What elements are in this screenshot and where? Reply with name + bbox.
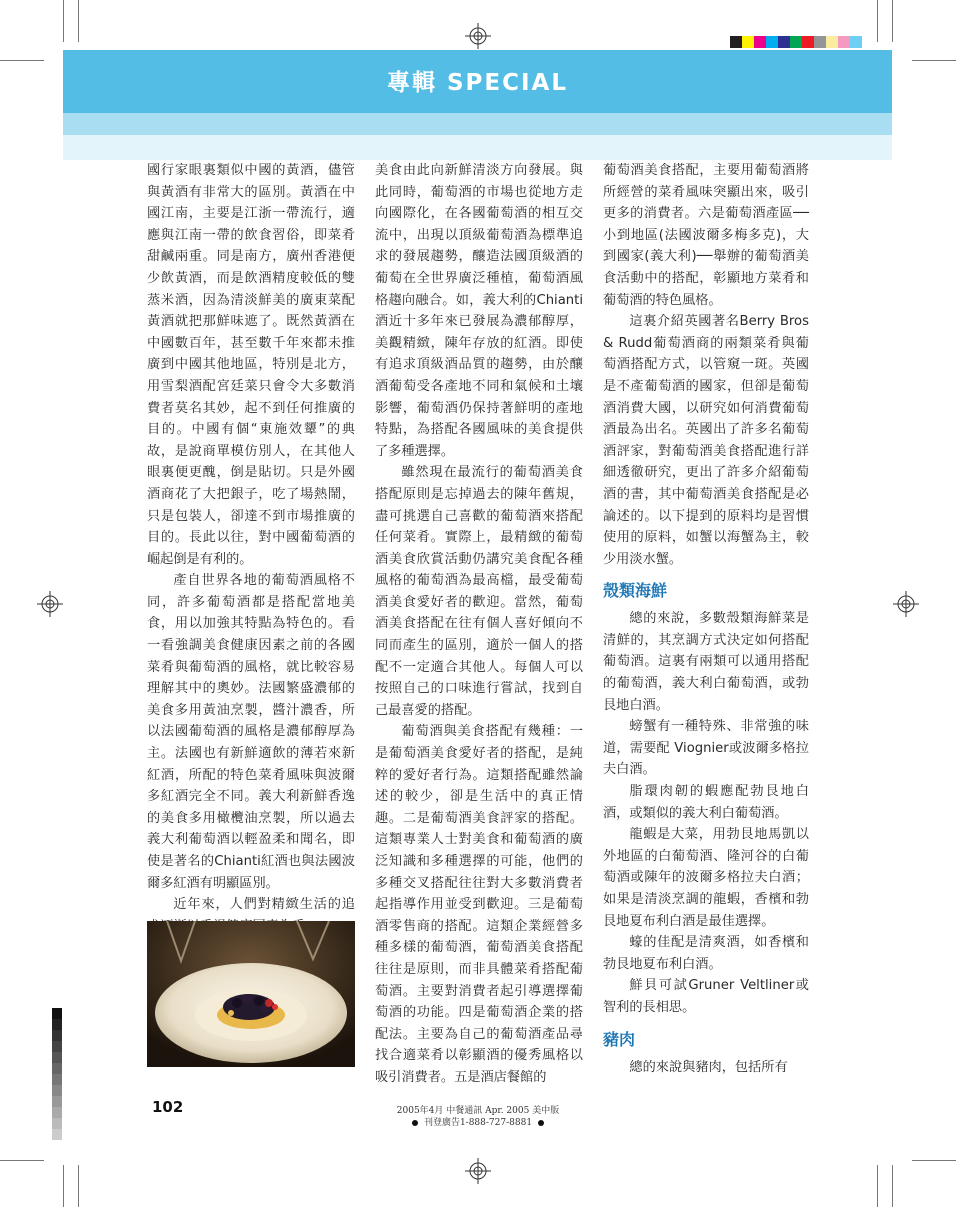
color-swatch: [730, 36, 742, 48]
paragraph: 雖然現在最流行的葡萄酒美食搭配原則是忘掉過去的陳年舊規，盡可挑選自己喜歡的葡萄酒來搭配任何菜肴。實際上，最精緻的葡萄酒美食欣賞活動仍講究美食配各種風格的葡萄酒為最高檔，最受葡萄酒美食愛好者的歡迎。當然，葡萄酒美食搭配在往有個人喜好傾向不同而產生的區別，適於一個人的搭配不一定適合其他人。每個人可以按照自己的口味進行嘗試，找到自己最喜愛的搭配。: [375, 465, 583, 718]
crop-mark: [63, 0, 64, 42]
color-swatch: [838, 36, 850, 48]
paragraph: 葡萄酒美食搭配，主要用葡萄酒將所經營的菜肴風味突顯出來，吸引更多的消費者。六是葡萄酒產區──小到地區(法國波爾多梅多克)，大到國家(義大利)──舉辦的葡萄酒美食活動中的搭配，彰顯地方菜肴和葡萄酒的特色風格。: [603, 163, 809, 308]
bullet-icon: [538, 1120, 544, 1126]
paragraph: 蠔的佳配是清爽酒，如香檳和勃艮地夏布利白酒。: [603, 935, 809, 972]
registration-mark-icon: [893, 591, 919, 617]
paragraph: 螃蟹有一種特殊、非常強的味道，需要配 Viognier或波爾多格拉夫白酒。: [603, 719, 809, 778]
footer-ad-phone: 刊登廣告1-888-727-8881: [423, 1118, 533, 1128]
crop-mark: [892, 1165, 893, 1207]
crop-mark: [892, 0, 893, 42]
section-heading-shellfish: 殼類海鮮: [603, 581, 668, 601]
paragraph: 國行家眼裏類似中國的黃酒，儘管與黃酒有非常大的區別。黃酒在中國江南，主要是江浙一帶流行，適應與江南一帶的飲食習俗，即菜肴甜鹹兩重。同是南方，廣州香港便少飲黃酒，而是飲酒精度較低的雙蒸米酒，因為清淡鮮美的廣東菜配黃酒就把那鮮味遮了。既然黃酒在中國數百年，甚至數千年來都未推廣到中國其他地區，特別是北方，用雪梨酒配宮廷菜只會令大多數消費者莫名其妙，起不到任何推廣的目的。中國有個“東施效顰”的典故，是說商單模仿別人，在其他人眼裏便更醜，倒是貼切。只是外國酒商花了大把銀子，吃了場熱鬧，只是包裝人，卻達不到市場推廣的目的。長此以往，對中國葡萄酒的崛起倒是有利的。: [147, 163, 355, 567]
section-heading-pork: 豬肉: [603, 1029, 636, 1049]
color-swatch: [766, 36, 778, 48]
header-band-mid: [63, 113, 892, 135]
paragraph: 這裏介紹英國著名Berry Bros & Rudd葡萄酒商的兩類菜肴與葡萄酒搭配方式，以管窺一斑。英國是不產葡萄酒的國家，但卻是葡萄酒消費大國，以研究如何消費葡萄酒最為出名。英國出了許多名葡萄酒評家，對葡萄酒美食搭配進行詳細透徹研究，更出了許多介紹葡萄酒的書，其中葡萄酒美食搭配是必論述的。以下提到的原料均是習慣使用的原料，如蟹以海蟹為主，較少用淡水蟹。: [603, 314, 809, 567]
page-number: 102: [152, 1098, 184, 1116]
crop-mark: [912, 60, 956, 61]
registration-mark-icon: [465, 23, 491, 49]
paragraph: 脂環肉韌的蝦應配勃艮地白酒，或類似的義大利白葡萄酒。: [603, 784, 809, 821]
footer: [300, 1105, 656, 1129]
header-band-low: [63, 135, 892, 160]
color-swatch: [778, 36, 790, 48]
color-swatch: [814, 36, 826, 48]
color-swatch: [742, 36, 754, 48]
paragraph: 總的來說與豬肉，包括所有: [629, 1059, 788, 1075]
text-column-2: [375, 160, 583, 1089]
paragraph: 近年來，人們對精緻生活的追: [173, 897, 355, 913]
crop-mark: [877, 1165, 878, 1207]
color-swatch: [850, 36, 862, 48]
paragraph: 龍蝦是大菜，用勃艮地馬凱以外地區的白葡萄酒、隆河谷的白葡萄酒或陳年的波爾多格拉夫白酒；如果是清淡烹調的龍蝦，香檳和勃艮地夏布利白酒是最佳選擇。: [603, 827, 809, 929]
paragraph: 總的來說，多數殼類海鮮菜是清鮮的，其烹調方式決定如何搭配葡萄酒。這裏有兩類可以通用搭配的葡萄酒，義大利白葡萄酒，或勃艮地白酒。: [603, 611, 809, 713]
paragraph: 美食由此向新鮮清淡方向發展。與此同時，葡萄酒的市場也從地方走向國際化，在各國葡萄酒的相互交流中，出現以頂級葡萄酒為標準追求的發展趨勢，釀造法國頂級酒的葡萄在全世界廣泛種植，葡萄酒風格趨向融合。如，義大利的Chianti酒近十多年來已發展為濃郁醇厚，美觀精緻，陳年存放的紅酒。即使有追求頂級酒品質的趨勢，由於釀酒葡萄受各產地不同和氣候和土壤影響，葡萄酒仍保持著鮮明的產地特點，為搭配各國風味的美食提供了多種選擇。: [375, 163, 583, 459]
crop-mark: [63, 1165, 64, 1207]
crop-mark: [0, 1160, 44, 1161]
paragraph: 葡萄酒與美食搭配有幾種：一是葡萄酒美食愛好者的搭配，是純粹的愛好者行為。這類搭配雖然論述的較少，卻是生活中的真正情趣。二是葡萄酒美食評家的搭配。這類專業人士對美食和葡萄酒的廣泛知識和多種選擇的可能，他們的多種交叉搭配往往對大多數消費者起指導作用並受到歡迎。三是葡萄酒零售商的搭配。這類企業經營多種多樣的葡萄酒，葡萄酒美食搭配往往是原則，而非具體菜肴搭配葡萄酒。主要對消費者起引導選擇葡萄酒的功能。四是葡萄酒企業的搭配法。主要為自己的葡萄酒產品尋找合適菜肴以彰顯酒的優秀風格以吸引消費者。五是酒店餐館的: [375, 724, 583, 1085]
crop-mark: [877, 0, 878, 42]
text-column-1: [147, 160, 355, 937]
crop-mark: [912, 1160, 956, 1161]
color-swatch: [802, 36, 814, 48]
crop-mark: [78, 0, 79, 42]
footer-issue: 2005年4月 中餐通訊 Apr. 2005 美中版: [396, 1106, 560, 1116]
crop-mark: [78, 1165, 79, 1207]
color-calibration-bar: [730, 36, 862, 48]
crop-mark: [0, 60, 44, 61]
paragraph: 鮮貝可試Gruner Veltliner或智利的長相思。: [603, 978, 809, 1015]
paragraph: 產自世界各地的葡萄酒風格不同，許多葡萄酒都是搭配當地美食，用以加強其特點為特色的。看一看強調美食健康因素之前的各國菜肴與葡萄酒的風格，就比較容易理解其中的奧妙。法國繁盛濃郁的美食多用黃油烹製，醬汁濃香，所以法國葡萄酒的風格是濃郁醇厚為主。法國也有新鮮適飲的薄若來新紅酒，所配的特色菜肴風味與波爾多紅酒完全不同。義大利新鮮香逸的美食多用橄欖油烹製，所以過去義大利葡萄酒以輕盈柔和聞名，即使是著名的Chianti紅酒也與法國波爾多紅酒有明顯區別。: [147, 573, 355, 891]
grayscale-calibration-strip: [52, 1008, 62, 1140]
color-swatch: [826, 36, 838, 48]
registration-mark-icon: [37, 591, 63, 617]
registration-mark-icon: [465, 1158, 491, 1184]
dessert-photo: [147, 921, 355, 1067]
section-title: 專輯 SPECIAL: [386, 70, 569, 96]
color-swatch: [754, 36, 766, 48]
bullet-icon: [412, 1120, 418, 1126]
text-column-3: [603, 160, 809, 1078]
color-swatch: [790, 36, 802, 48]
